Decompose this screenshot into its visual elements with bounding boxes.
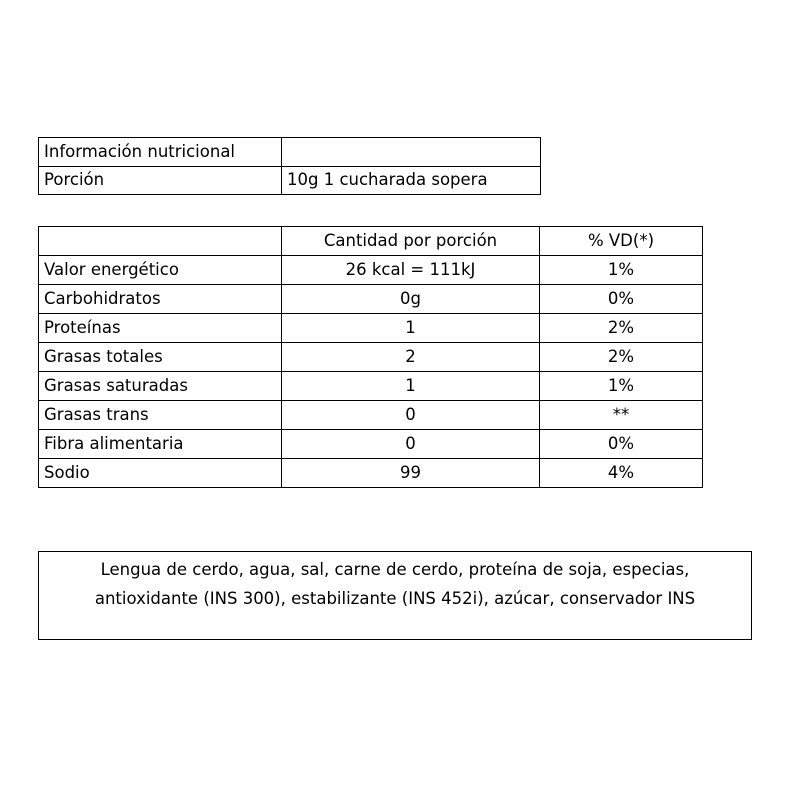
nutrient-name: Proteínas — [39, 314, 282, 343]
header-table — [38, 137, 541, 195]
nutrient-name: Fibra alimentaria — [39, 430, 282, 459]
nutrient-amount: 2 — [282, 343, 540, 372]
nutrient-amount: 0 — [282, 430, 540, 459]
nutrition-info-title: Información nutricional — [39, 138, 282, 167]
nutrient-vd: 4% — [540, 459, 703, 488]
table-row — [39, 430, 703, 459]
nutrient-name: Sodio — [39, 459, 282, 488]
nutrient-name: Grasas trans — [39, 401, 282, 430]
nutrient-name: Grasas totales — [39, 343, 282, 372]
table-row — [39, 314, 703, 343]
column-header-vd: % VD(*) — [540, 227, 703, 256]
column-header-nutrient — [39, 227, 282, 256]
nutrient-vd: 2% — [540, 314, 703, 343]
header-title-row — [39, 138, 541, 167]
table-row — [39, 285, 703, 314]
portion-value: 10g 1 cucharada sopera — [282, 166, 541, 195]
nutrient-vd: 1% — [540, 372, 703, 401]
nutrient-vd: 0% — [540, 285, 703, 314]
table-row — [39, 343, 703, 372]
nutrient-amount: 1 — [282, 314, 540, 343]
nutrient-vd: 1% — [540, 256, 703, 285]
nutrition-table — [38, 226, 703, 488]
portion-row — [39, 166, 541, 195]
table-row — [39, 459, 703, 488]
table-row — [39, 401, 703, 430]
nutrient-amount: 0 — [282, 401, 540, 430]
nutrient-vd: ** — [540, 401, 703, 430]
ingredients-line: antioxidante (INS 300), estabilizante (INS 452i), azúcar, conservador INS — [94, 589, 696, 608]
nutrient-vd: 0% — [540, 430, 703, 459]
ingredients-box — [38, 551, 752, 640]
nutrient-amount: 26 kcal = 111kJ — [282, 256, 540, 285]
ingredients-line: Lengua de cerdo, agua, sal, carne de cerdo, proteína de soja, especias, — [100, 560, 690, 579]
table-row — [39, 256, 703, 285]
nutrient-amount: 99 — [282, 459, 540, 488]
column-header-amount: Cantidad por porción — [282, 227, 540, 256]
table-row — [39, 372, 703, 401]
nutrient-name: Valor energético — [39, 256, 282, 285]
nutrient-amount: 1 — [282, 372, 540, 401]
nutrient-name: Carbohidratos — [39, 285, 282, 314]
header-empty-cell — [282, 138, 541, 167]
nutrient-amount: 0g — [282, 285, 540, 314]
nutrition-header-row — [39, 227, 703, 256]
nutrient-vd: 2% — [540, 343, 703, 372]
portion-label: Porción — [39, 166, 282, 195]
nutrient-name: Grasas saturadas — [39, 372, 282, 401]
